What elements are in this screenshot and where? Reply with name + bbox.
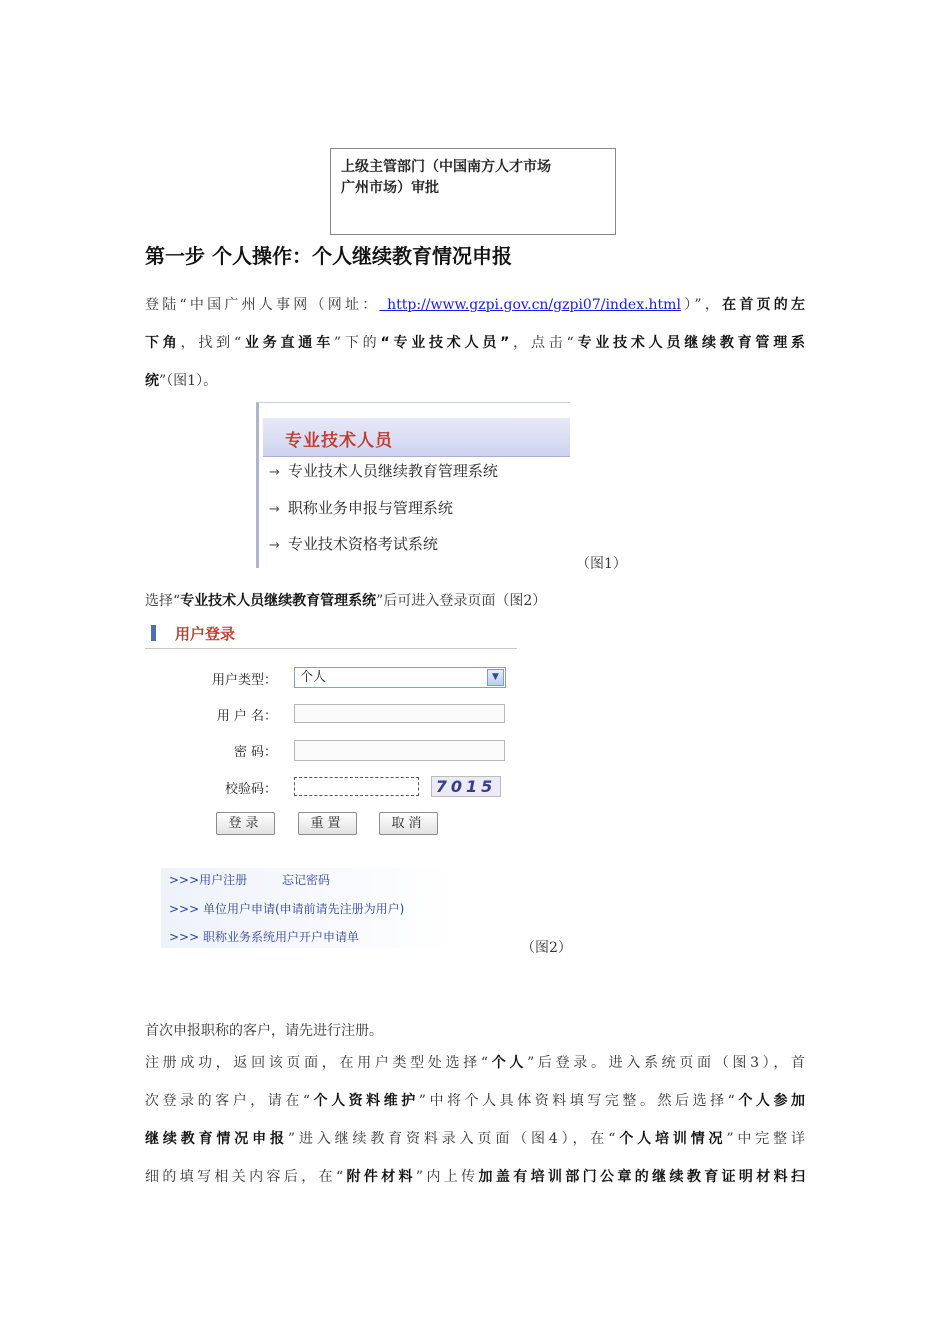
user-type-value: 个人 <box>300 670 327 685</box>
unit-user-link[interactable]: >>> 单位用户申请(申请前请先注册为用户) <box>169 902 405 916</box>
website-link[interactable]: http://www.gzpi.gov.cn/gzpi07/index.html <box>379 297 681 313</box>
intro-line-3: 统”（图1）。 <box>145 373 218 389</box>
title-account-link[interactable]: >>> 职称业务系统用户开户申请单 <box>169 930 359 944</box>
title-bar-icon <box>151 625 156 641</box>
flow-box-line-2: 广州市场）审批 <box>341 180 439 196</box>
title-divider <box>145 648 517 649</box>
intro-line-1: 登陆“中国广州人事网（网址： http://www.gzpi.gov.cn/gzpi07/index.html）”，在首页的左 <box>145 297 805 313</box>
figure-1-header <box>263 418 570 457</box>
password-label: 密 码： <box>233 745 277 760</box>
forgot-password-link[interactable]: 忘记密码 <box>282 873 331 887</box>
figure-1-panel <box>256 402 570 568</box>
flow-box-line-1: 上级主管部门（中国南方人才市场 <box>341 159 551 175</box>
login-button[interactable]: 登录 <box>216 812 275 835</box>
arrow-icon: → <box>269 502 280 517</box>
menu-item-qualification-exam[interactable]: → 专业技术资格考试系统 <box>269 535 438 553</box>
captcha-input[interactable] <box>294 777 419 796</box>
captcha-label: 校验码： <box>224 782 277 797</box>
intro-paragraph <box>145 294 805 394</box>
chevron-down-icon[interactable]: ▼ <box>487 669 504 686</box>
cancel-button[interactable]: 取消 <box>379 812 438 835</box>
username-label: 用 户 名： <box>216 709 277 724</box>
register-link[interactable]: >>>用户注册 <box>169 873 248 887</box>
menu-item-title-application[interactable]: → 职称业务申报与管理系统 <box>269 499 453 517</box>
user-type-label: 用户类型： <box>211 673 277 688</box>
reset-button[interactable]: 重置 <box>298 812 357 835</box>
password-input[interactable] <box>294 740 505 761</box>
register-note: 首次申报职称的客户，请先进行注册。 <box>145 1023 383 1039</box>
figure-2-login-form <box>145 620 520 950</box>
arrow-icon: → <box>269 538 280 553</box>
figure-1-caption: （图1） <box>576 556 627 572</box>
user-type-select[interactable] <box>294 667 506 688</box>
instr-line-3: 继续教育情况申报”进入继续教育资料录入页面（图4），在“个人培训情况”中完整详 <box>145 1131 806 1147</box>
step-heading: 第一步 个人操作：个人继续教育情况申报 <box>145 244 512 268</box>
intro-line-2: 下角，找到“业务直通车”下的“专业技术人员”，点击“专业技术人员继续教育管理系 <box>145 335 806 351</box>
instructions-paragraph <box>145 1052 805 1192</box>
arrow-icon: → <box>269 465 280 480</box>
instr-line-2: 次登录的客户，请在“个人资料维护”中将个人具体资料填写完整。然后选择“个人参加 <box>145 1093 805 1109</box>
figure-1-title: 专业技术人员 <box>285 431 393 451</box>
login-title: 用户登录 <box>175 625 236 643</box>
username-input[interactable] <box>294 704 505 723</box>
instr-line-1: 注册成功，返回该页面，在用户类型处选择“个人”后登录。进入系统页面（图3），首 <box>145 1055 806 1071</box>
menu-item-continuing-education[interactable]: → 专业技术人员继续教育管理系统 <box>269 462 498 480</box>
captcha-image: 7015 <box>431 776 501 797</box>
figure-2-caption: （图2） <box>521 940 572 956</box>
approval-flow-box <box>330 148 616 235</box>
select-paragraph: 选择“专业技术人员继续教育管理系统”后可进入登录页面（图2） <box>145 593 547 609</box>
instr-line-4: 细的填写相关内容后，在“附件材料”内上传加盖有培训部门公章的继续教育证明材料扫 <box>145 1169 805 1185</box>
